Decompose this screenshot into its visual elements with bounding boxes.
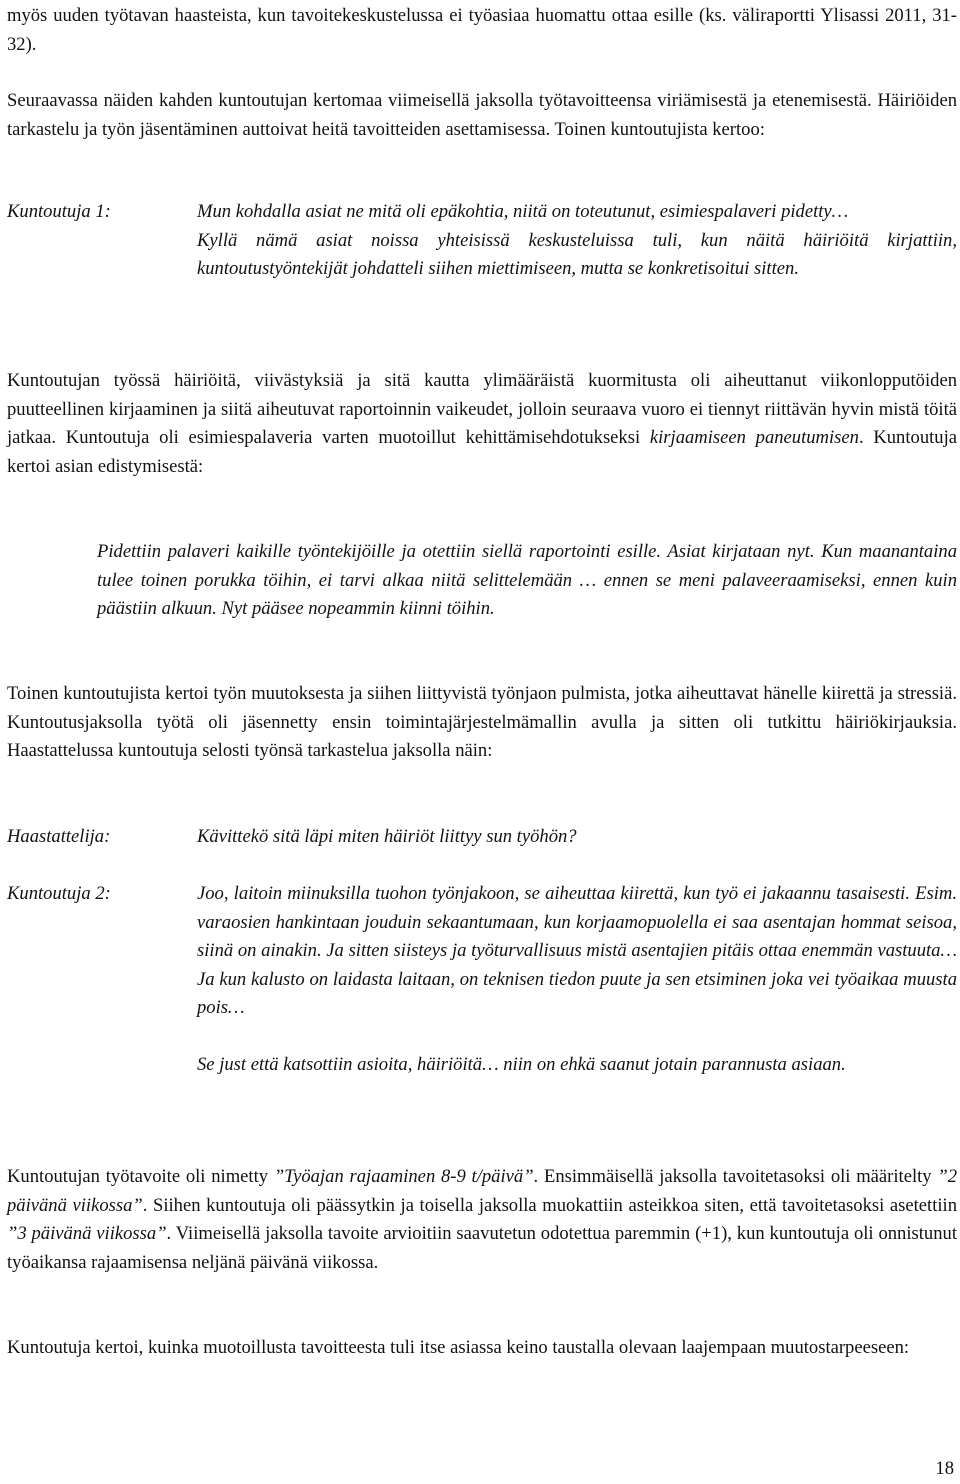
emphasis-run: ”2 päivänä viikossa”	[7, 1166, 957, 1216]
paragraph-3	[7, 367, 957, 481]
quote-text	[197, 823, 957, 852]
paragraph-text	[7, 1163, 957, 1277]
paragraph-text: Toinen kuntoutujista kertoi työn muutoksesta ja siihen liittyvistä työnjaon pulmista, jotka aiheuttavat hänelle kiirettä ja stressiä. Kuntoutusjaksolla työtä oli jäsennetty ensin toimintajärjestelmämallin avulla ja sitten oli tutkittu häiriökirjauksia. Haastattelussa kuntoutuja selosti työnsä tarkastelua jaksolla näin:	[7, 683, 957, 761]
page-number: 18	[935, 1458, 954, 1479]
paragraph-text: Seuraavassa näiden kahden kuntoutujan kertomaa viimeisellä jaksolla työtavoitteensa viriämisestä ja etenemisestä. Häiriöiden tarkastelu ja työn jäsentäminen auttoivat heitä tavoitteiden asettamisessa. Toinen kuntoutujista kertoo:	[7, 90, 957, 140]
quote-line: Kävittekö sitä läpi miten häiriöt liittyy sun työhön?	[197, 826, 577, 847]
paragraph-text	[7, 367, 957, 481]
text-run: . Kuntoutuja kertoi asian edistymisestä:	[7, 427, 957, 477]
text-run: Kuntoutujan työtavoite oli nimetty	[7, 1166, 274, 1187]
emphasis-run: kirjaamiseen paneutumisen	[649, 427, 859, 448]
quote-line: Kyllä nämä asiat noissa yhteisissä keskusteluissa tuli, kun näitä häiriöitä kirjattiin, kuntoutustyöntekijät johdatteli siihen miettimiseen, mutta se konkretisoitui sitten.	[197, 229, 957, 279]
emphasis-run: ”3 päivänä viikossa”	[7, 1223, 167, 1244]
emphasis-run: ”Työajan rajaaminen 8-9 t/päivä”	[273, 1166, 534, 1187]
paragraph-text: Kuntoutuja kertoi, kuinka muotoillusta tavoitteesta tuli itse asiassa keino taustalla olevaan laajempaan muutostarpeeseen:	[7, 1337, 910, 1358]
quote-paragraph: Se just että katsottiin asioita, häiriöitä… niin on ehkä saanut jotain parannusta asiaan.	[197, 1053, 846, 1075]
speaker-label: Haastattelija:	[7, 826, 111, 847]
quote-text	[197, 198, 957, 284]
quote-paragraph: Joo, laitoin miinuksilla tuohon työnjakoon, se aiheuttaa kiirettä, kun työ ei jakaannu tasaisesti. Esim. varaosien hankintaan jouduin sekaantumaan, kun korjaamopuolella ei saa asentajan hommat seisoa, siinä on ainakin. Ja sitten siisteys ja työturvallisuus mistä asentajien pitäis ottaa enemmän vastuuta… Ja kun kalusto on laidasta laitaan, on teknisen tiedon puute ja sen etsiminen joka vei työaikaa muusta pois…	[197, 883, 957, 1018]
speaker-label: Kuntoutuja 2:	[7, 883, 111, 904]
paragraph-5	[7, 1163, 957, 1277]
paragraph-1	[7, 2, 957, 59]
quote-text	[197, 880, 957, 1079]
text-run: Kuntoutujan työssä häiriöitä, viivästyksiä ja sitä kautta ylimääräistä kuormitusta oli aiheuttanut viikonlopputöiden puutteellinen kirjaaminen ja siitä aiheutuvat raportoinnin vaikeudet, jolloin seuraava vuoro ei tiennyt riittävän hyvin mistä töitä jatkaa. Kuntoutuja oli esimiespalaveria varten muotoillut kehittämisehdotukseksi	[7, 370, 957, 448]
paragraph-text: myös uuden työtavan haasteista, kun tavoitekeskustelussa ei työasiaa huomattu ottaa esille (ks. väliraportti Ylisassi 2011, 31-32).	[7, 5, 957, 55]
speaker-label: Kuntoutuja 1:	[7, 201, 111, 222]
quote-text: Pidettiin palaveri kaikille työntekijöille ja otettiin siellä raportointi esille. Asiat kirjataan nyt. Kun maanantaina tulee toinen porukka töihin, ei tarvi alkaa niitä selittelemään … ennen se meni palaveeraamiseksi, ennen kuin päästiin alkuun. Nyt pääsee nopeammin kiinni töihin.	[97, 541, 957, 619]
paragraph-2	[7, 87, 957, 144]
text-run: . Viimeisellä jaksolla tavoite arvioitiin saavutetun odotettua paremmin (+1), kun kuntoutuja oli onnistunut työaikansa rajaamisensa neljänä päivänä viikossa.	[7, 1223, 957, 1273]
quote-line: Mun kohdalla asiat ne mitä oli epäkohtia, niitä on toteutunut, esimiespalaveri pidetty…	[197, 201, 849, 222]
quote-kuntoutuja-1-progress	[97, 538, 957, 624]
paragraph-4	[7, 680, 957, 766]
text-run: . Ensimmäisellä jaksolla tavoitetasoksi oli määritelty	[533, 1166, 938, 1187]
text-run: . Siihen kuntoutuja oli päässytkin ja toisella jaksolla muokattiin asteikkoa siten, että tavoitetasoksi asetettiin	[142, 1194, 958, 1216]
paragraph-6	[7, 1334, 957, 1363]
